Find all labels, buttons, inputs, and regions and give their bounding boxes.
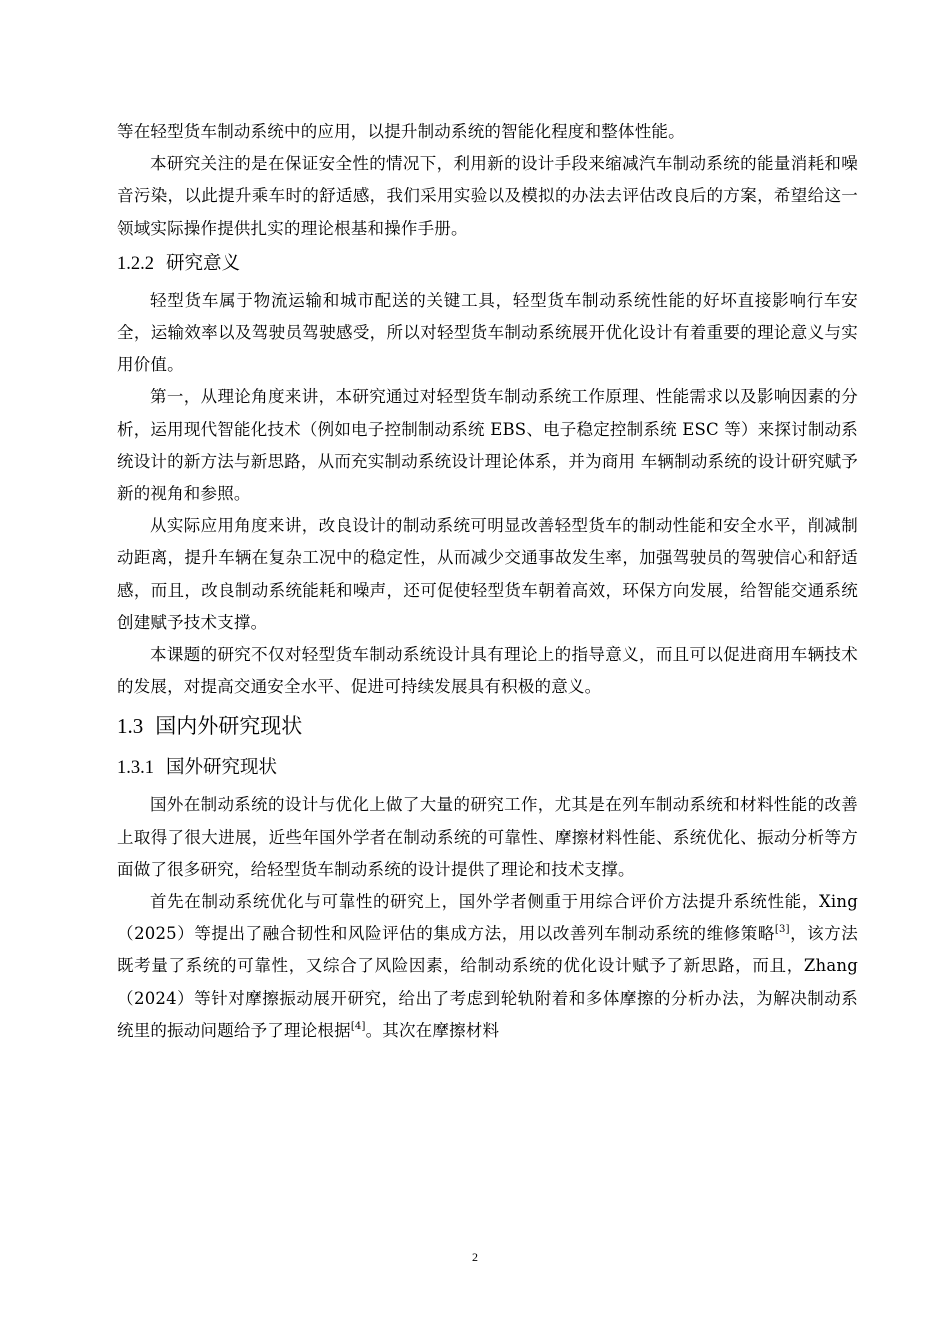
- heading-text: 研究意义: [166, 252, 241, 274]
- citation-ref: [4]: [350, 1020, 366, 1032]
- heading-number: 1.2.2: [117, 253, 154, 274]
- paragraph-with-citations: [117, 886, 858, 1047]
- paragraph: 轻型货车属于物流运输和城市配送的关键工具，轻型货车制动系统性能的好坏直接影响行车安全，运输效率以及驾驶员驾驶感受，所以对轻型货车制动系统展开优化设计有着重要的理论意义与实用价值。: [117, 290, 858, 375]
- paragraph: 等在轻型货车制动系统中的应用，以提升制动系统的智能化程度和整体性能。: [117, 122, 685, 141]
- heading-number: 1.3: [117, 714, 144, 739]
- paragraph: 从实际应用角度来讲，改良设计的制动系统可明显改善轻型货车的制动性能和安全水平，削减制动距离，提升车辆在复杂工况中的稳定性，从而减少交通事故发生率，加强驾驶员的驾驶信心和舒适感，而且，改良制动系统能耗和噪声，还可促使轻型货车朝着高效，环保方向发展，给智能交通系统创建赋予技术支撑。: [117, 516, 858, 632]
- paragraph: 第一，从理论角度来讲，本研究通过对轻型货车制动系统工作原理、性能需求以及影响因素的分析，运用现代智能化技术（例如电子控制制动系统 EBS、电子稳定控制系统 ESC 等）来探讨制动系统设计的新方法与新思路，从而充实制动系统设计理论体系，并为商用 车辆制动系统的设计研究赋予新的视角和参照。: [117, 387, 858, 504]
- paragraph-text: ，该方法既考量了系统的可靠性，又综合了风险因素，给制动系统的优化设计赋予了新思路，而且，Zhang（2024）等针对摩擦振动展开研究，给出了考虑到轮轨附着和多体摩擦的分析办法，为解决制动系统里的振动问题给予了理论根据: [117, 924, 858, 1040]
- heading-text: 国外研究现状: [166, 757, 278, 779]
- paragraph: 本研究关注的是在保证安全性的情况下，利用新的设计手段来缩减汽车制动系统的能量消耗和噪音污染，以此提升乘车时的舒适感，我们采用实验以及模拟的办法去评估改良后的方案，希望给这一领域实际操作提供扎实的理论根基和操作手册。: [117, 154, 858, 238]
- section-heading-1-3: [117, 707, 858, 745]
- paragraph: 本课题的研究不仅对轻型货车制动系统设计具有理论上的指导意义，而且可以促进商用车辆技术的发展，对提高交通安全水平、促进可持续发展具有积极的意义。: [117, 645, 858, 697]
- heading-number: 1.3.1: [117, 758, 154, 779]
- paragraph-text: 首先在制动系统优化与可靠性的研究上，国外学者侧重于用综合评价方法提升系统性能，Xing（2025）等提出了融合韧性和风险评估的集成方法，用以改善列车制动系统的维修策略: [117, 892, 858, 944]
- section-heading-1-3-1: [117, 751, 858, 785]
- section-heading-1-2-2: [117, 247, 858, 281]
- paragraph: 国外在制动系统的设计与优化上做了大量的研究工作，尤其是在列车制动系统和材料性能的改善上取得了很大进展，近些年国外学者在制动系统的可靠性、摩擦材料性能、系统优化、振动分析等方面做了很多研究，给轻型货车制动系统的设计提供了理论和技术支撑。: [117, 795, 858, 879]
- citation-ref: [3]: [774, 924, 790, 936]
- page-number: 2: [472, 1250, 478, 1264]
- page-body: [117, 116, 858, 1047]
- paragraph-text: 。其次在摩擦材料: [365, 1020, 500, 1040]
- heading-text: 国内外研究现状: [155, 714, 303, 739]
